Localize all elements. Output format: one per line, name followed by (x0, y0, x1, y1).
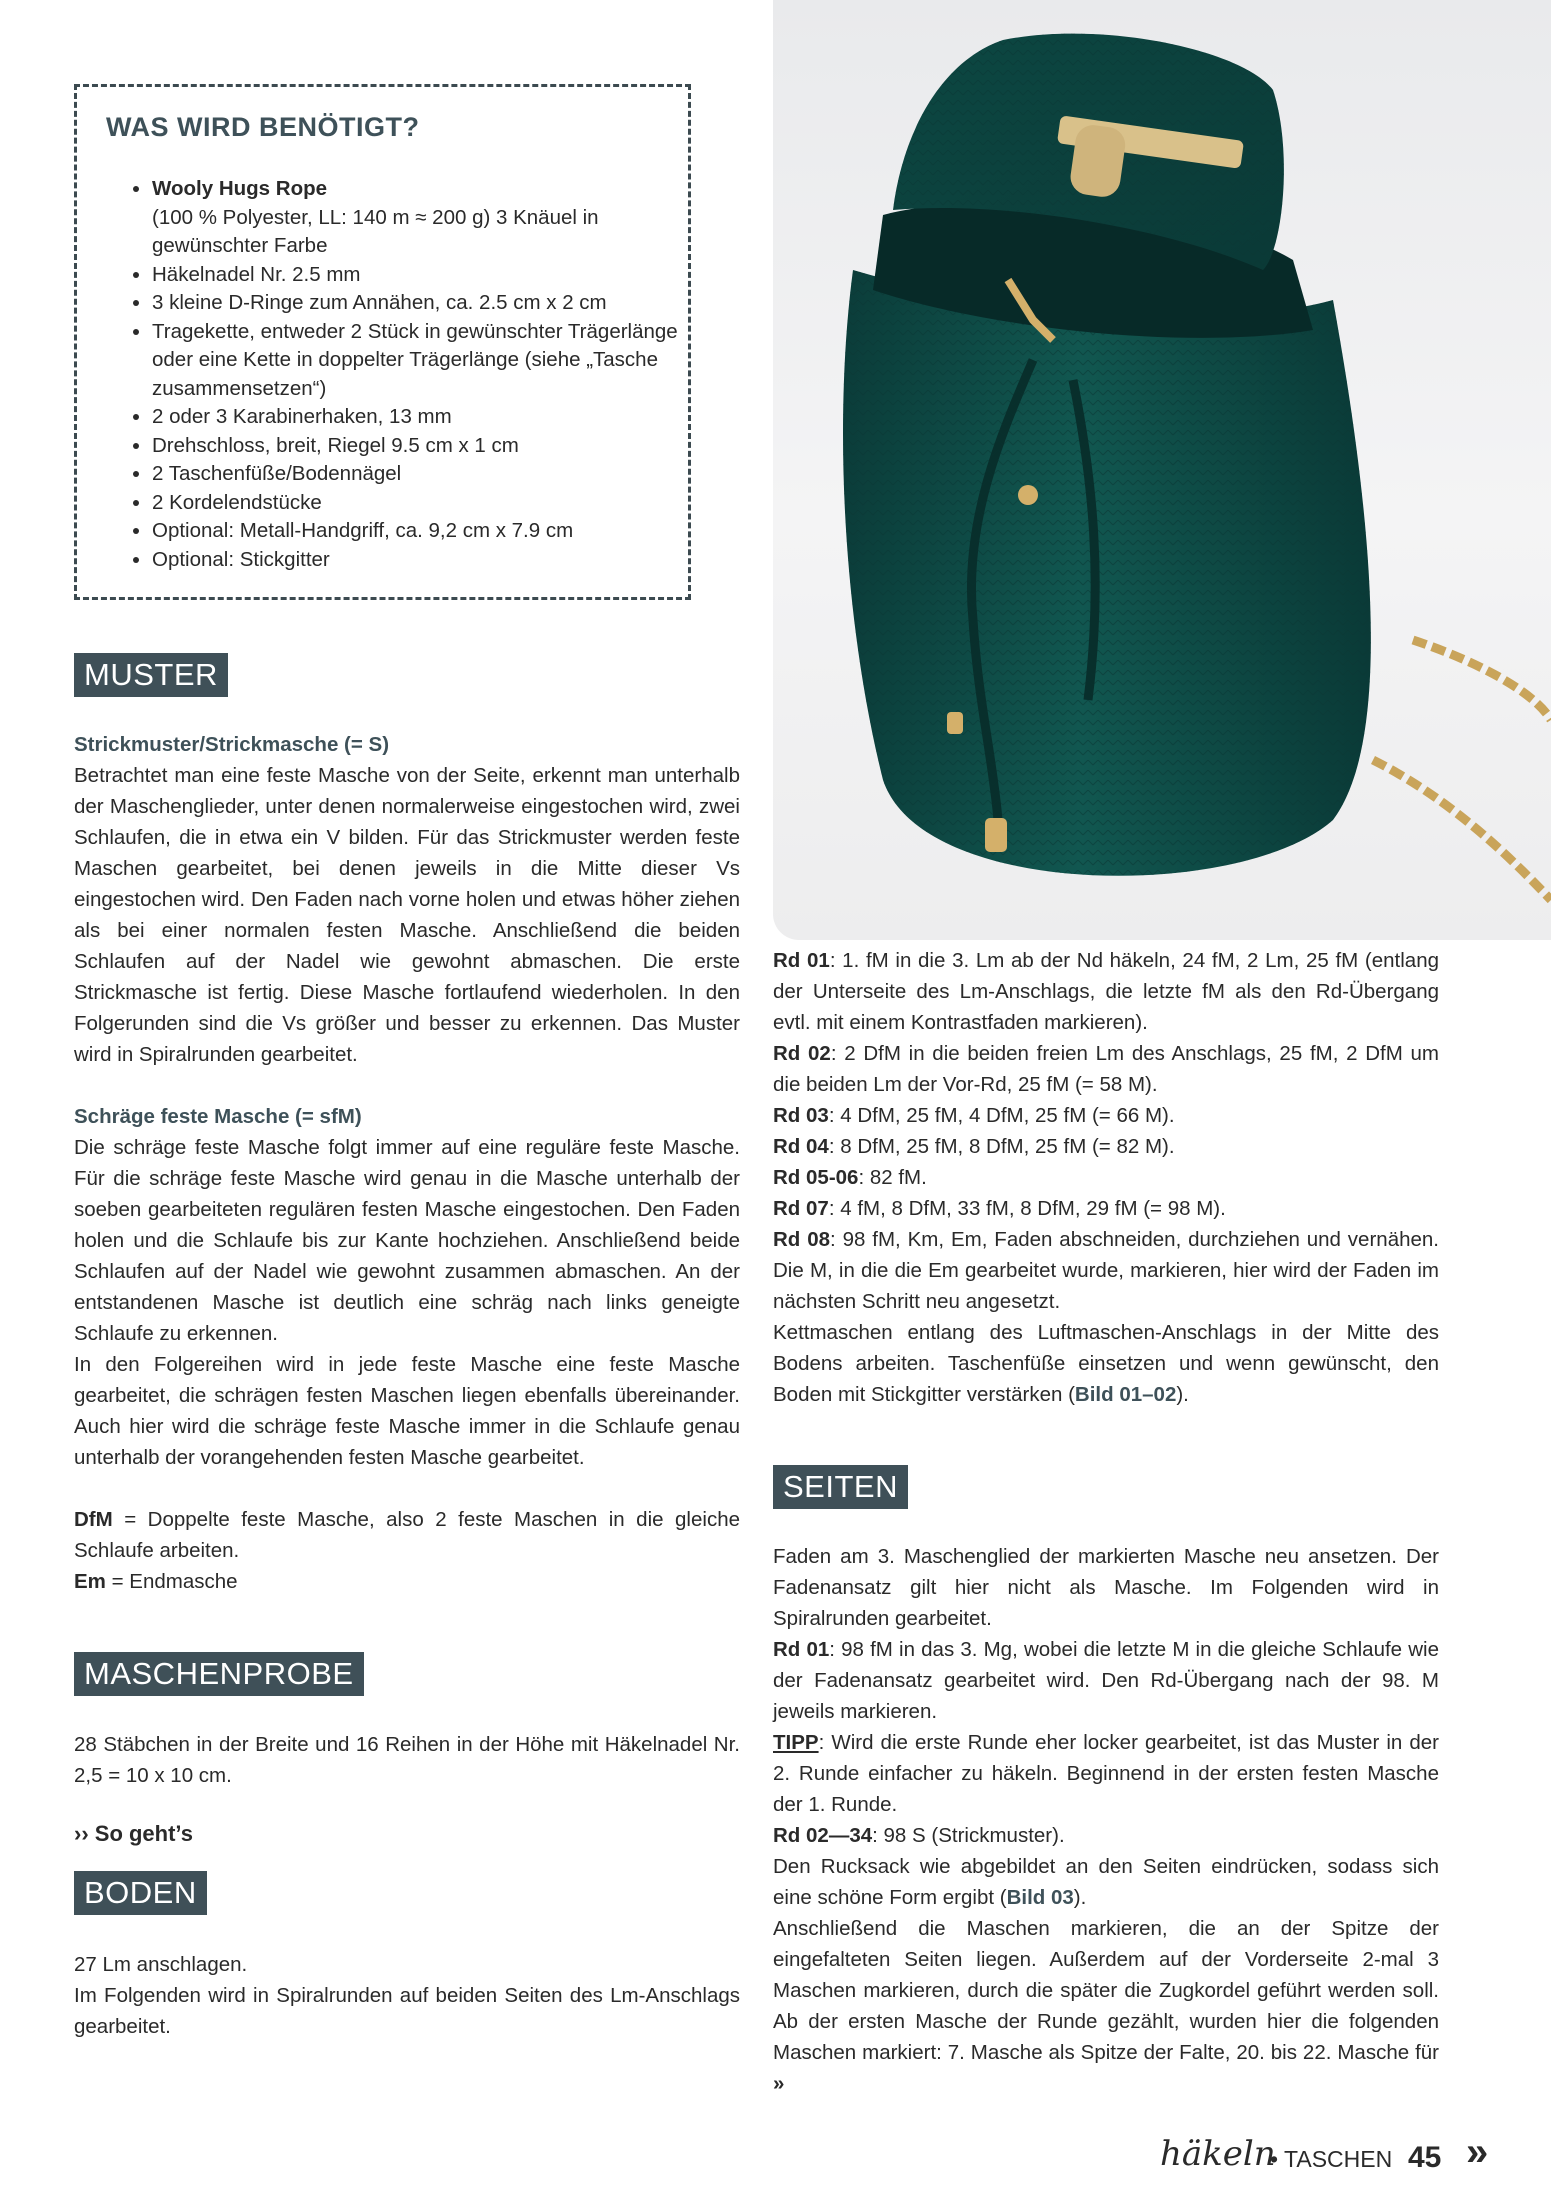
yarn-name: Wooly Hugs Rope (152, 177, 328, 200)
round-label: Rd 04 (773, 1135, 829, 1158)
boden-rounds (773, 945, 1439, 1410)
list-item: • Drehschloss, breit, Riegel 9.5 cm x 1 cm (152, 432, 692, 461)
list-item: • Optional: Stickgitter (152, 546, 692, 575)
footer-script-title: häkeln (1160, 2134, 1276, 2174)
form-end: ). (1073, 1886, 1087, 1909)
product-photo-crochet-backpack (773, 0, 1551, 940)
round-text: : 4 fM, 8 DfM, 33 fM, 8 DfM, 29 fM (= 98 M). (828, 1197, 1226, 1220)
paragraph-strickmuster: Betrachtet man eine feste Masche von der Seite, erkennt man unterhalb der Maschenglieder, unter denen normalerweise eingestochen wird, zwei Schlaufen, die in etwa ein V bilden. Für das Strickmuster werden feste Maschen gearbeitet, bei denen jeweils in die Mitte dieser Vs eingestochen wird. Den Faden nach vorne holen und etwas höher ziehen als bei einer normalen festen Masche. Anschließend die beiden Schlaufen auf der Nadel wie gewohnt abmaschen. Die erste Strickmasche ist fertig. Diese Masche fortlaufend wiederholen. In den Folgerunden sind die Vs größer und besser zu erkennen. Das Muster wird in Spiralrunden gearbeitet. (74, 764, 740, 1066)
round-row (773, 1131, 1439, 1162)
text-dfm: = Doppelte feste Masche, also 2 feste Maschen in die gleiche Schlaufe arbeiten. (74, 1508, 740, 1562)
round-label: Rd 08 (773, 1228, 831, 1251)
round-row (773, 1100, 1439, 1131)
round-row (773, 1634, 1439, 1727)
markierung-text: Anschließend die Maschen markieren, die an der Spitze der eingefalteten Seiten liegen. Außerdem auf der Vorderseite 2-mal 3 Maschen markieren, durch die später die Zugkordel geführt werden soll. Ab der ersten Masche der Runde gezählt, wurden hier die folgenden Maschen markiert: 7. Masche als Spitze der Falte, 20. bis 22. Masche für (773, 1917, 1439, 2064)
round-label: Rd 07 (773, 1197, 829, 1220)
round-label: Rd 01 (773, 949, 830, 972)
tipp-label: TIPP (773, 1731, 819, 1754)
round-text: : 98 fM, Km, Em, Faden abschneiden, durchziehen und vernähen. Die M, in die die Em gearbeitet wurde, markieren, hier wird der Faden im nächsten Schritt neu angesetzt. (773, 1228, 1439, 1313)
list-item: • Häkelnadel Nr. 2.5 mm (152, 261, 692, 290)
round-row (773, 1162, 1439, 1193)
muster-content (74, 729, 740, 1597)
section-header-maschenprobe: MASCHENPROBE (74, 1652, 364, 1696)
footer-section-label: • TASCHEN (1270, 2146, 1393, 2172)
paragraph-dfm (74, 1504, 740, 1566)
continue-marker: » (773, 2072, 785, 2095)
text-em: = Endmasche (105, 1570, 238, 1593)
paragraph-form (773, 1851, 1439, 1913)
seiten-content (773, 1541, 1439, 2099)
closing-end: ). (1176, 1383, 1189, 1406)
paragraph-boden-2: Im Folgenden wird in Spiralrunden auf beiden Seiten des Lm-Anschlags gearbeitet. (74, 1984, 740, 2038)
closing-text: Kettmaschen entlang des Luftmaschen-Anschlags in der Mitte des Bodens arbeiten. Taschenfüße einsetzen und wenn gewünscht, den Boden mit Stickgitter verstärken ( (773, 1321, 1439, 1406)
backpack-illustration (773, 0, 1551, 940)
materials-title: WAS WIRD BENÖTIGT? (106, 112, 420, 142)
form-text: Den Rucksack wie abgebildet an den Seiten eindrücken, sodass sich eine schöne Form ergibt ( (773, 1855, 1439, 1909)
paragraph-boden-1: 27 Lm anschlagen. (74, 1953, 248, 1976)
paragraph-folgereihen: In den Folgereihen wird in jede feste Masche eine feste Masche gearbeitet, die schrägen festen Maschen liegen ebenfalls übereinander. Auch hier wird die schräge feste Masche immer in die Schlaufe genau unterhalb der vorangehenden festen Masche gearbeitet. (74, 1353, 740, 1469)
round-text: : 1. fM in die 3. Lm ab der Nd häkeln, 24 fM, 2 Lm, 25 fM (entlang der Unterseite des Lm-Anschlags, die letzte fM als den Rd-Übergang evtl. mit einem Kontrastfaden markieren). (773, 949, 1439, 1034)
list-item: • Optional: Metall-Handgriff, ca. 9,2 cm x 7.9 cm (152, 517, 692, 546)
list-item: • Tragekette, entweder 2 Stück in gewünschter Trägerlänge oder eine Kette in doppelter Trägerlänge (siehe „Tasche zusammensetzen“) (152, 318, 692, 404)
round-text: : 8 DfM, 25 fM, 8 DfM, 25 fM (= 82 M). (828, 1135, 1175, 1158)
round-label: Rd 03 (773, 1104, 829, 1127)
round-row (773, 1820, 1439, 1851)
section-header-boden: BODEN (74, 1871, 207, 1915)
tipp-row (773, 1727, 1439, 1820)
round-row (773, 1224, 1439, 1317)
label-dfm: DfM (74, 1508, 113, 1531)
so-gehts-heading: ›› So geht’s (74, 1821, 193, 1846)
round-row (773, 1038, 1439, 1100)
next-page-arrow: » (1466, 2130, 1489, 2174)
list-item: • 3 kleine D-Ringe zum Annähen, ca. 2.5 cm x 2 cm (152, 289, 692, 318)
round-label: Rd 02—34 (773, 1824, 873, 1847)
yarn-detail: (100 % Polyester, LL: 140 m ≈ 200 g) 3 Knäuel in gewünschter Farbe (152, 205, 599, 257)
tipp-text: : Wird die erste Runde eher locker gearbeitet, ist das Muster in der 2. Runde einfacher zu häkeln. Beginnend in der ersten festen Masche der 1. Runde. (773, 1731, 1439, 1816)
paragraph-boden-closing (773, 1317, 1439, 1410)
boden-intro (74, 1949, 740, 2042)
page-number: 45 (1408, 2141, 1442, 2174)
section-header-muster: MUSTER (74, 653, 228, 697)
paragraph-seiten-intro: Faden am 3. Maschenglied der markierten Masche neu ansetzen. Der Fadenansatz gilt hier nicht als Masche. Im Folgenden wird in Spiralrunden gearbeitet. (773, 1545, 1439, 1630)
round-text: : 82 fM. (858, 1166, 927, 1189)
paragraph-maschenprobe: 28 Stäbchen in der Breite und 16 Reihen in der Höhe mit Häkelnadel Nr. 2,5 = 10 x 10 cm. (74, 1733, 740, 1787)
round-label: Rd 01 (773, 1638, 830, 1661)
round-text: : 2 DfM in die beiden freien Lm des Anschlags, 25 fM, 2 DfM um die beiden Lm der Vor-Rd, 25 fM (= 58 M). (773, 1042, 1439, 1096)
list-item: • 2 Taschenfüße/Bodennägel (152, 460, 692, 489)
subheading-schraege-masche: Schräge feste Masche (= sfM) (74, 1105, 362, 1128)
round-label: Rd 02 (773, 1042, 831, 1065)
round-label: Rd 05-06 (773, 1166, 859, 1189)
round-row (773, 1193, 1439, 1224)
paragraph-schraege-masche: Die schräge feste Masche folgt immer auf eine reguläre feste Masche. Für die schräge feste Masche wird genau in die Masche unterhalb der soeben gearbeiteten regulären festen Masche eingestochen. Den Faden holen und die Schlaufe bis zur Kante hochziehen. Anschließend beide Schlaufen auf der Nadel wie gewohnt zusammen abmaschen. An der entstandenen Masche ist deutlich eine schräg nach links geneigte Schlaufe zu erkennen. (74, 1136, 740, 1345)
paragraph-em (74, 1566, 740, 1597)
image-reference: Bild 03 (1006, 1886, 1074, 1909)
materials-list (116, 175, 692, 574)
section-header-seiten: SEITEN (773, 1465, 908, 1509)
round-text: : 98 S (Strickmuster). (872, 1824, 1065, 1847)
paragraph-markierung (773, 1913, 1439, 2099)
round-row (773, 945, 1439, 1038)
subheading-strickmuster: Strickmuster/Strickmasche (= S) (74, 733, 390, 756)
image-reference: Bild 01–02 (1074, 1383, 1177, 1406)
round-text: : 4 DfM, 25 fM, 4 DfM, 25 fM (= 66 M). (828, 1104, 1175, 1127)
label-em: Em (74, 1570, 106, 1593)
round-text: : 98 fM in das 3. Mg, wobei die letzte M in die gleiche Schlaufe wie der Fadenansatz gearbeitet wird. Den Rd-Übergang nach der 98. M jeweils markieren. (773, 1638, 1439, 1723)
list-item: • 2 oder 3 Karabinerhaken, 13 mm (152, 403, 692, 432)
list-item: • 2 Kordelendstücke (152, 489, 692, 518)
list-item (152, 175, 692, 261)
